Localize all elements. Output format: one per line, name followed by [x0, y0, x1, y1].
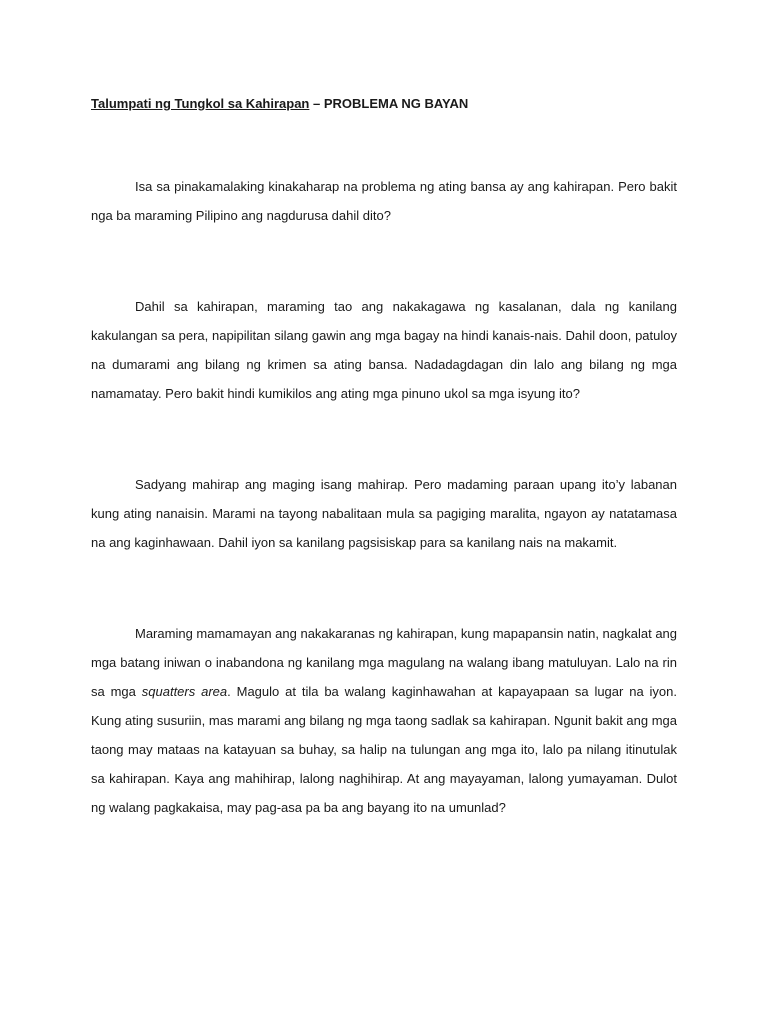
paragraph-4-italic-term: squatters area — [141, 684, 228, 699]
paragraph-2: Dahil sa kahirapan, maraming tao ang nakakagawa ng kasalanan, dala ng kanilang kakulangan sa pera, napipilitan silang gawin ang mga bagay na hindi kanais-nais. Dahil doon, patuloy na dumarami ang bilang ng krimen sa ating bansa. Nadadagdagan din lalo ang bilang ng mga namamatay. Pero bakit hindi kumikilos ang ating mga pinuno ukol sa mga isyung ito? — [91, 299, 677, 401]
document-title — [91, 86, 677, 122]
paragraph-4-text-a: Maraming mamamayan ang nakakaranas ng kahirapan, kung mapapansin natin, nagkalat ang mga batang iniwan o inabandona ng kanilang mga magulang na walang ibang matuluyan. Lalo na rin sa mga — [91, 626, 678, 699]
paragraph-1: Isa sa pinakamalaking kinakaharap na problema ng ating bansa ay ang kahirapan. Pero bakit nga ba maraming Pilipino ang nagdurusa dahil dito? — [91, 179, 677, 223]
title-separator: – — [309, 96, 324, 111]
document-page — [91, 86, 677, 884]
title-subtitle: PROBLEMA NG BAYAN — [323, 96, 469, 111]
paragraph-3: Sadyang mahirap ang maging isang mahirap. Pero madaming paraan upang ito’y labanan kung ating nanaisin. Marami na tayong nabalitaan mula sa pagiging maralita, ngayon ay natatamasa na ang kaginhawaan. Dahil iyon sa kanilang pagsisiskap para sa kanilang nais na makamit. — [91, 477, 677, 550]
paragraph-4-text-b: . Magulo at tila ba walang kaginhawahan at kapayapaan sa lugar na iyon. Kung ating susuriin, mas marami ang bilang ng mga taong sadlak sa kahirapan. Ngunit bakit ang mga taong may mataas na katayuan sa buhay, sa halip na tulungan ang mga ito, lalo pa nilang itinutulak sa kahirapan. Kaya ang mahihirap, lalong naghihirap. At ang mayayaman, lalong yumayaman. Dulot ng walang pagkakaisa, may pag-asa pa ba ang bayang ito na umunlad? — [91, 684, 678, 815]
title-main: Talumpati ng Tungkol sa Kahirapan — [91, 96, 310, 111]
paragraph-4 — [91, 619, 677, 822]
